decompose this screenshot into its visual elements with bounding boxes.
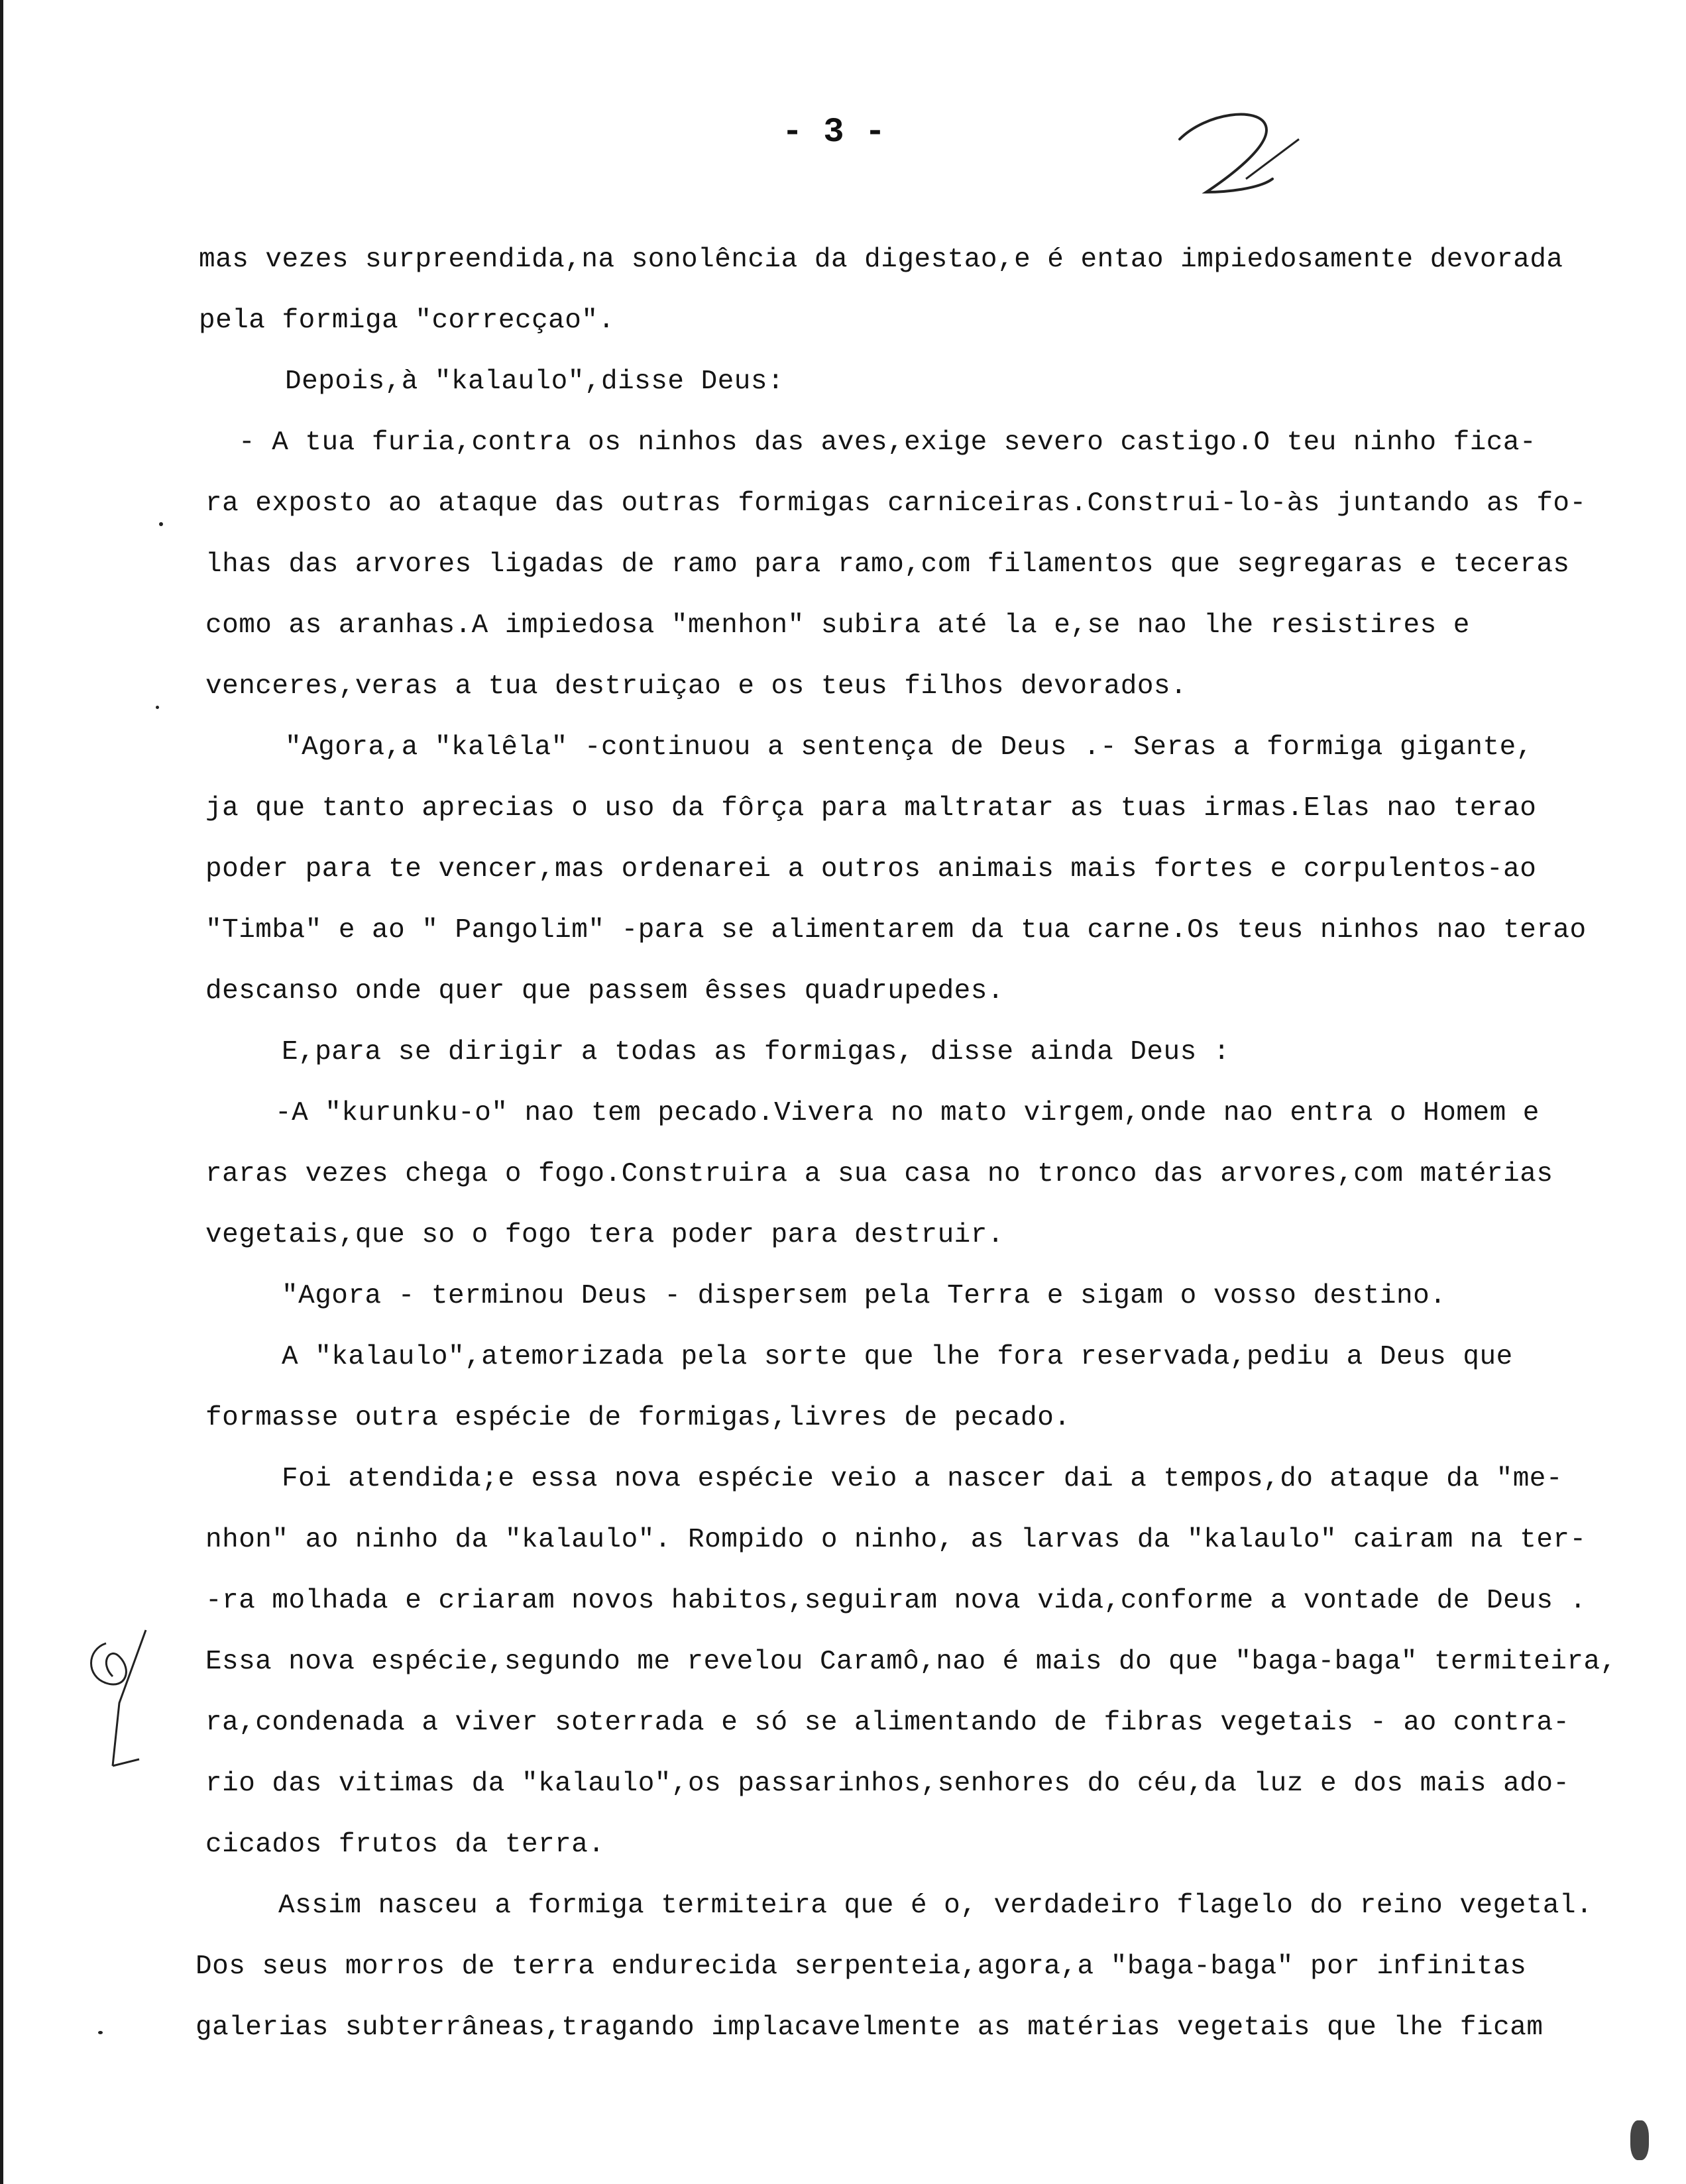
- text-line: "Agora - terminou Deus - dispersem pela Terra e sigam o vosso destino.: [282, 1281, 1447, 1311]
- text-line: - A tua furia,contra os ninhos das aves,exige severo castigo.O teu ninho fica-: [239, 427, 1537, 458]
- text-line: cicados frutos da terra.: [205, 1829, 605, 1860]
- text-line: Essa nova espécie,segundo me revelou Caramô,nao é mais do que "baga-baga" termiteira,: [205, 1647, 1617, 1677]
- text-line: E,para se dirigir a todas as formigas, disse ainda Deus :: [282, 1037, 1230, 1067]
- text-line: como as aranhas.A impiedosa "menhon" subira até la e,se nao lhe resistires e: [205, 610, 1470, 641]
- ink-speck: [156, 706, 159, 709]
- text-line: ja que tanto aprecias o uso da fôrça para maltratar as tuas irmas.Elas nao terao: [205, 793, 1537, 824]
- text-line: "Timba" e ao " Pangolim" -para se alimentarem da tua carne.Os teus ninhos nao terao: [205, 915, 1587, 946]
- text-line: rio das vitimas da "kalaulo",os passarinhos,senhores do céu,da luz e dos mais ado-: [205, 1769, 1570, 1799]
- text-line: formasse outra espécie de formigas,livres de pecado.: [205, 1403, 1071, 1433]
- text-line: A "kalaulo",atemorizada pela sorte que lhe fora reservada,pediu a Deus que: [282, 1342, 1513, 1372]
- page-left-edge: [0, 0, 3, 2184]
- text-line: galerias subterrâneas,tragando implacavelmente as matérias vegetais que lhe ficam: [196, 2012, 1544, 2043]
- text-line: -A "kurunku-o" nao tem pecado.Vivera no mato virgem,onde nao entra o Homem e: [275, 1098, 1540, 1128]
- text-line: Depois,à "kalaulo",disse Deus:: [285, 366, 785, 397]
- text-line: Dos seus morros de terra endurecida serpenteia,agora,a "baga-baga" por infinitas: [196, 1951, 1527, 1982]
- page-number: - 3 -: [782, 113, 886, 152]
- ink-speck: [159, 522, 163, 526]
- text-line: descanso onde quer que passem êsses quadrupedes.: [205, 976, 1004, 1007]
- text-line: -ra molhada e criaram novos habitos,seguiram nova vida,conforme a vontade de Deus .: [205, 1586, 1587, 1616]
- text-line: venceres,veras a tua destruiçao e os teus filhos devorados.: [205, 671, 1188, 702]
- page-corner-smudge: [1630, 2120, 1649, 2160]
- text-line: nhon" ao ninho da "kalaulo". Rompido o ninho, as larvas da "kalaulo" cairam na ter-: [205, 1525, 1587, 1555]
- handwritten-margin-mark: [80, 1623, 159, 1776]
- text-line: vegetais,que so o fogo tera poder para destruir.: [205, 1220, 1004, 1250]
- ink-speck: [98, 2031, 103, 2034]
- text-line: ra,condenada a viver soterrada e só se alimentando de fibras vegetais - ao contra-: [205, 1708, 1570, 1738]
- text-line: "Agora,a "kalêla" -continuou a sentença de Deus .- Seras a formiga gigante,: [285, 732, 1533, 763]
- text-line: Foi atendida;e essa nova espécie veio a nascer dai a tempos,do ataque da "me-: [282, 1464, 1563, 1494]
- text-line: Assim nasceu a formiga termiteira que é o, verdadeiro flagelo do reino vegetal.: [278, 1890, 1593, 1921]
- text-line: raras vezes chega o fogo.Construira a sua casa no tronco das arvores,com matérias: [205, 1159, 1553, 1189]
- handwritten-number-mark: [1166, 99, 1319, 205]
- text-line: poder para te vencer,mas ordenarei a outros animais mais fortes e corpulentos-ao: [205, 854, 1537, 885]
- text-line: mas vezes surpreendida,na sonolência da digestao,e é entao impiedosamente devorada: [199, 245, 1563, 275]
- text-line: pela formiga "correcçao".: [199, 305, 615, 336]
- text-line: lhas das arvores ligadas de ramo para ramo,com filamentos que segregaras e teceras: [205, 549, 1570, 580]
- text-line: ra exposto ao ataque das outras formigas carniceiras.Construi-lo-às juntando as fo-: [205, 488, 1587, 519]
